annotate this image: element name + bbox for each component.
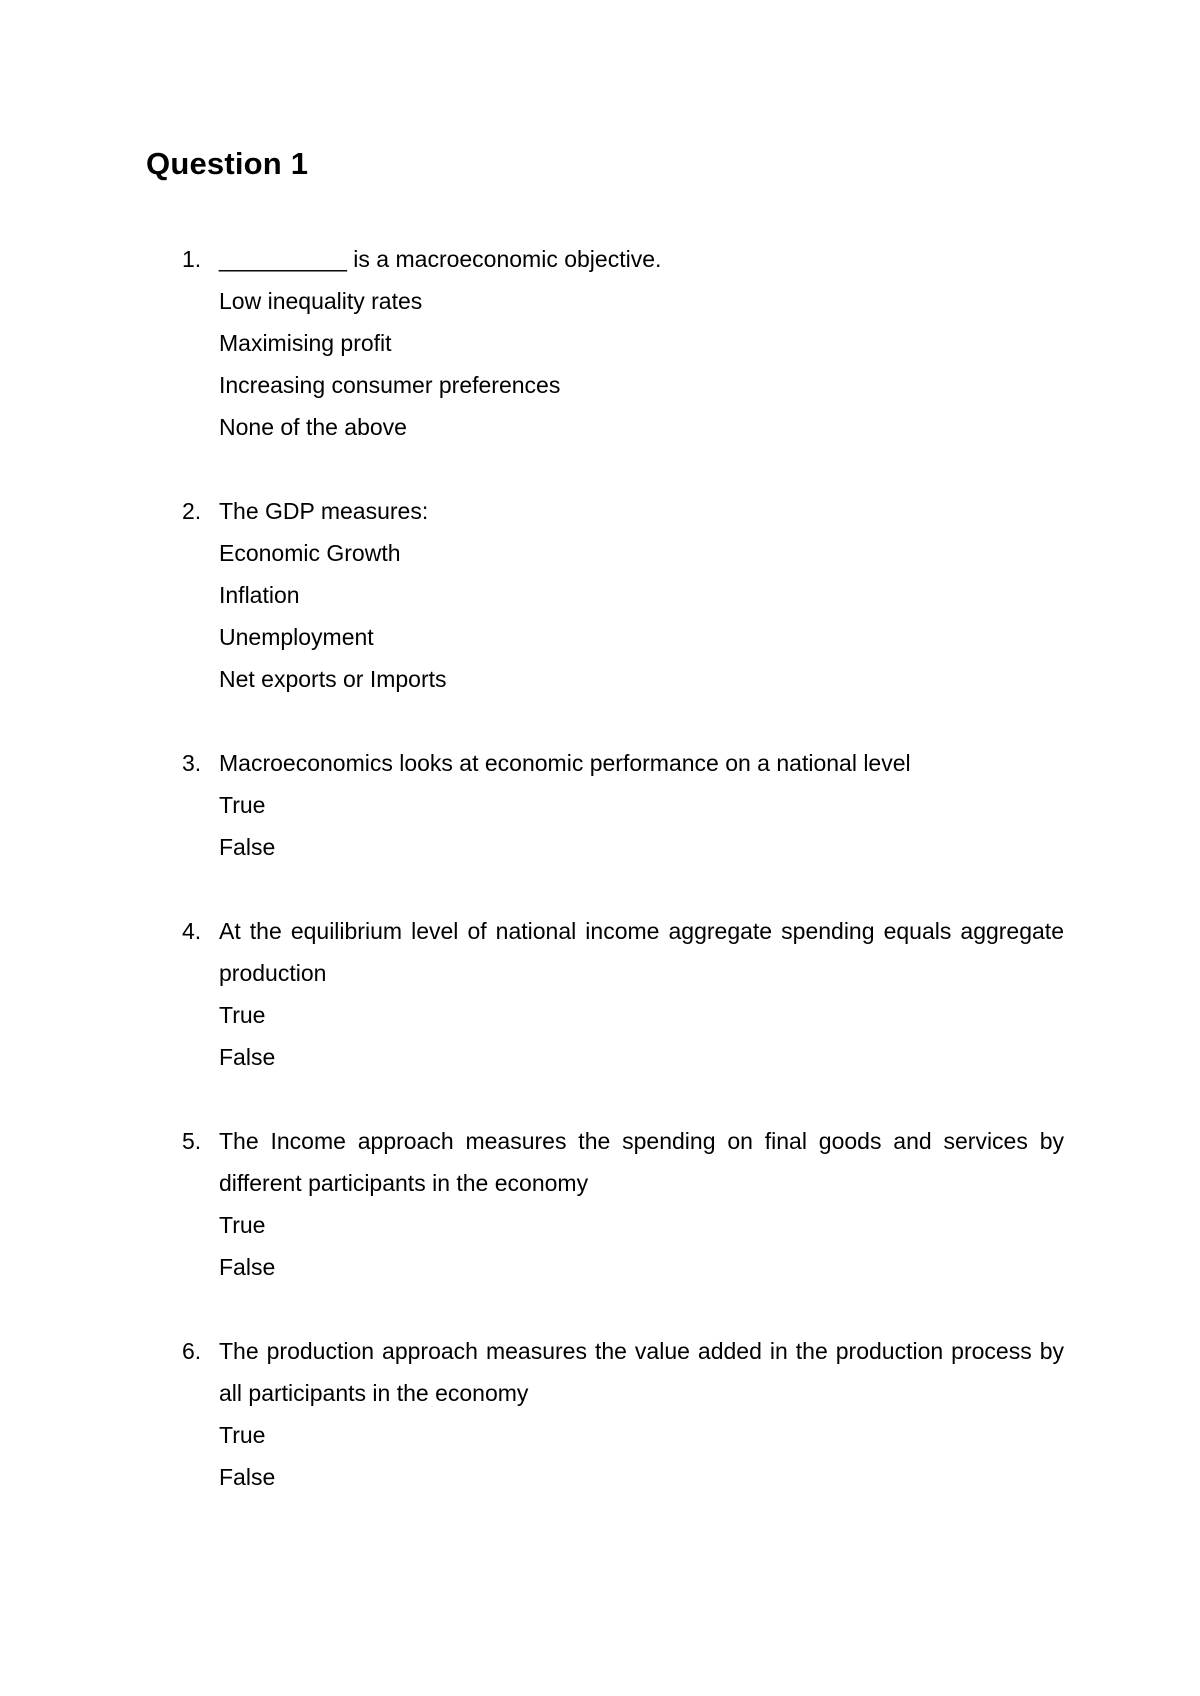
question-number: 2. (182, 498, 202, 524)
answer-option: False (219, 834, 276, 860)
answer-option: Economic Growth (219, 540, 401, 566)
question-text: The GDP measures: (219, 498, 429, 524)
question-2 (146, 490, 1064, 700)
answer-option: Maximising profit (219, 330, 392, 356)
question-3 (146, 742, 1064, 868)
answer-option: Unemployment (219, 624, 374, 650)
question-number: 4. (182, 918, 202, 944)
answer-options (146, 1414, 1064, 1498)
answer-option: False (219, 1254, 276, 1280)
answer-option: Inflation (219, 582, 300, 608)
question-4 (146, 910, 1064, 1078)
answer-option: False (219, 1044, 276, 1070)
answer-option: True (219, 792, 266, 818)
answer-options (146, 784, 1064, 868)
answer-options (146, 280, 1064, 448)
question-1 (146, 238, 1064, 448)
question-text: The Income approach measures the spending on final goods and services by different participants in the economy (219, 1128, 1064, 1196)
answer-option: False (219, 1464, 276, 1490)
answer-option: True (219, 1422, 266, 1448)
question-text: The production approach measures the value added in the production process by all participants in the economy (219, 1338, 1064, 1406)
question-number: 5. (182, 1128, 202, 1154)
question-list (146, 238, 1064, 1498)
answer-option: True (219, 1002, 266, 1028)
answer-option: Net exports or Imports (219, 666, 447, 692)
question-text: __________ is a macroeconomic objective. (219, 246, 662, 272)
page-heading: Question 1 (146, 146, 309, 181)
answer-option: Increasing consumer preferences (219, 372, 561, 398)
question-number: 3. (182, 750, 202, 776)
answer-option: True (219, 1212, 266, 1238)
question-text: Macroeconomics looks at economic performance on a national level (219, 750, 911, 776)
question-number: 6. (182, 1338, 202, 1364)
answer-option: None of the above (219, 414, 407, 440)
answer-options (146, 532, 1064, 700)
answer-option: Low inequality rates (219, 288, 423, 314)
question-6 (146, 1330, 1064, 1498)
question-text: At the equilibrium level of national income aggregate spending equals aggregate production (219, 918, 1064, 986)
answer-options (146, 994, 1064, 1078)
answer-options (146, 1204, 1064, 1288)
question-5 (146, 1120, 1064, 1288)
question-number: 1. (182, 246, 202, 272)
